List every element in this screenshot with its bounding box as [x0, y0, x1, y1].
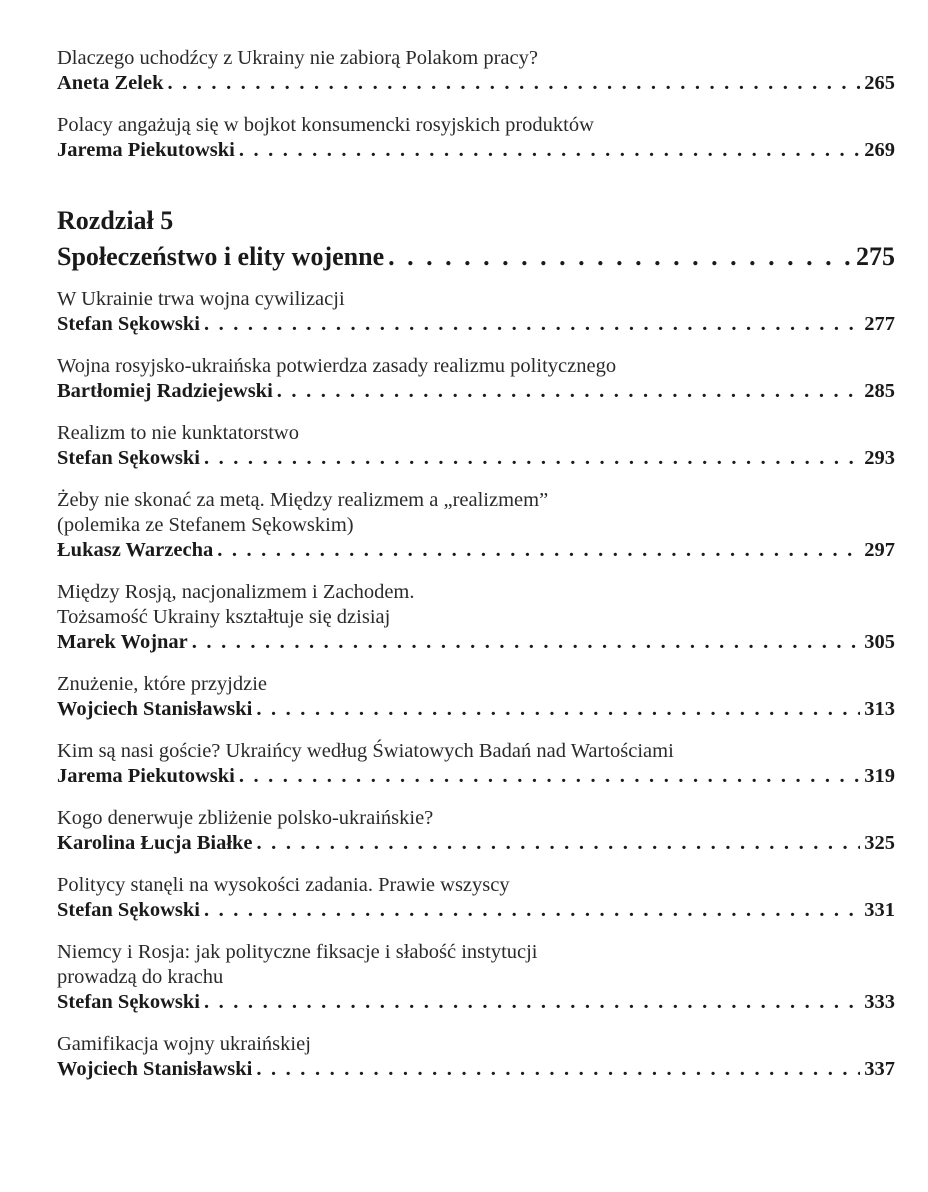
leader-dots	[192, 630, 860, 655]
entry-page-number: 333	[864, 991, 895, 1013]
entry-title: Politycy stanęli na wysokości zadania. Prawie wszyscy	[57, 874, 510, 896]
entries-after	[57, 287, 895, 1082]
entry-page-number: 325	[864, 832, 895, 854]
entry-title: Polacy angażują się w bojkot konsumencki rosyjskich produktów	[57, 114, 594, 136]
entry-author: Jarema Piekutowski	[57, 765, 235, 787]
entry-author-row	[57, 379, 895, 404]
entry-title: Znużenie, które przyjdzie	[57, 673, 268, 695]
toc-entry	[57, 488, 895, 563]
toc-entry	[57, 806, 895, 856]
leader-dots	[204, 898, 860, 923]
entry-title: Wojna rosyjsko-ukraińska potwierdza zasady realizmu politycznego	[57, 355, 617, 377]
entry-author: Łukasz Warzecha	[57, 539, 214, 561]
toc-entry	[57, 354, 895, 404]
entry-author: Bartłomiej Radziejewski	[57, 380, 273, 402]
toc-entry	[57, 46, 895, 96]
chapter-label: Rozdział 5	[57, 206, 174, 235]
toc-entry	[57, 672, 895, 722]
entry-page-number: 337	[864, 1058, 895, 1080]
entry-author: Karolina Łucja Białke	[57, 832, 253, 854]
entry-title: Niemcy i Rosja: jak polityczne fiksacje i słabość instytucji	[57, 941, 538, 963]
entry-title: Dlaczego uchodźcy z Ukrainy nie zabiorą Polakom pracy?	[57, 47, 538, 69]
entry-author: Stefan Sękowski	[57, 899, 200, 921]
leader-dots	[204, 312, 860, 337]
leader-dots	[257, 831, 861, 856]
entry-page-number: 305	[864, 631, 895, 653]
leader-dots	[239, 764, 860, 789]
entry-page-number: 319	[864, 765, 895, 787]
leader-dots	[277, 379, 860, 404]
toc-entry	[57, 580, 895, 655]
toc-entry	[57, 739, 895, 789]
entry-author-row	[57, 831, 895, 856]
entry-title: W Ukrainie trwa wojna cywilizacji	[57, 288, 345, 310]
entry-title: Realizm to nie kunktatorstwo	[57, 422, 299, 444]
leader-dots	[256, 1057, 860, 1082]
chapter-heading	[57, 203, 895, 275]
entry-author-row	[57, 446, 895, 471]
entry-author: Aneta Zelek	[57, 72, 164, 94]
table-of-contents	[57, 46, 895, 1099]
toc-entry	[57, 1032, 895, 1082]
entry-author-row	[57, 990, 895, 1015]
leader-dots	[204, 446, 860, 471]
toc-entry	[57, 940, 895, 1015]
entry-title: prowadzą do krachu	[57, 966, 224, 988]
entry-author-row	[57, 538, 895, 563]
entry-page-number: 331	[864, 899, 895, 921]
toc-entry	[57, 287, 895, 337]
entry-author: Stefan Sękowski	[57, 447, 200, 469]
entry-page-number: 313	[864, 698, 895, 720]
entry-page-number: 265	[864, 72, 895, 94]
entry-author: Wojciech Stanisławski	[57, 698, 253, 720]
entry-page-number: 277	[864, 313, 895, 335]
entry-author: Stefan Sękowski	[57, 991, 200, 1013]
entry-page-number: 285	[864, 380, 895, 402]
toc-entry	[57, 421, 895, 471]
entry-page-number: 269	[864, 139, 895, 161]
entry-title: Między Rosją, nacjonalizmem i Zachodem.	[57, 581, 415, 603]
chapter-title: Społeczeństwo i elity wojenne	[57, 242, 385, 271]
entry-author: Marek Wojnar	[57, 631, 188, 653]
toc-entry	[57, 113, 895, 163]
entry-author-row	[57, 764, 895, 789]
toc-entry	[57, 873, 895, 923]
leader-dots	[167, 71, 860, 96]
entry-title: (polemika ze Stefanem Sękowskim)	[57, 514, 354, 536]
entry-author-row	[57, 630, 895, 655]
entry-author-row	[57, 71, 895, 96]
entry-author: Wojciech Stanisławski	[57, 1058, 253, 1080]
leader-dots	[388, 239, 852, 275]
entries-before	[57, 46, 895, 163]
leader-dots	[256, 697, 860, 722]
entry-author-row	[57, 1057, 895, 1082]
chapter-title-row	[57, 239, 895, 275]
entry-title: Kim są nasi goście? Ukraińcy według Światowych Badań nad Wartościami	[57, 740, 674, 762]
entry-title: Tożsamość Ukrainy kształtuje się dzisiaj	[57, 606, 391, 628]
entry-title: Kogo denerwuje zbliżenie polsko-ukraińskie?	[57, 807, 434, 829]
leader-dots	[204, 990, 860, 1015]
entry-author-row	[57, 138, 895, 163]
entry-author: Stefan Sękowski	[57, 313, 200, 335]
entry-author-row	[57, 898, 895, 923]
leader-dots	[217, 538, 860, 563]
entry-author-row	[57, 312, 895, 337]
leader-dots	[239, 138, 860, 163]
entry-page-number: 293	[864, 447, 895, 469]
entry-title: Żeby nie skonać za metą. Między realizmem a „realizmem”	[57, 489, 549, 511]
entry-title: Gamifikacja wojny ukraińskiej	[57, 1033, 311, 1055]
entry-author-row	[57, 697, 895, 722]
entry-author: Jarema Piekutowski	[57, 139, 235, 161]
chapter-page-number: 275	[856, 242, 895, 271]
entry-page-number: 297	[864, 539, 895, 561]
